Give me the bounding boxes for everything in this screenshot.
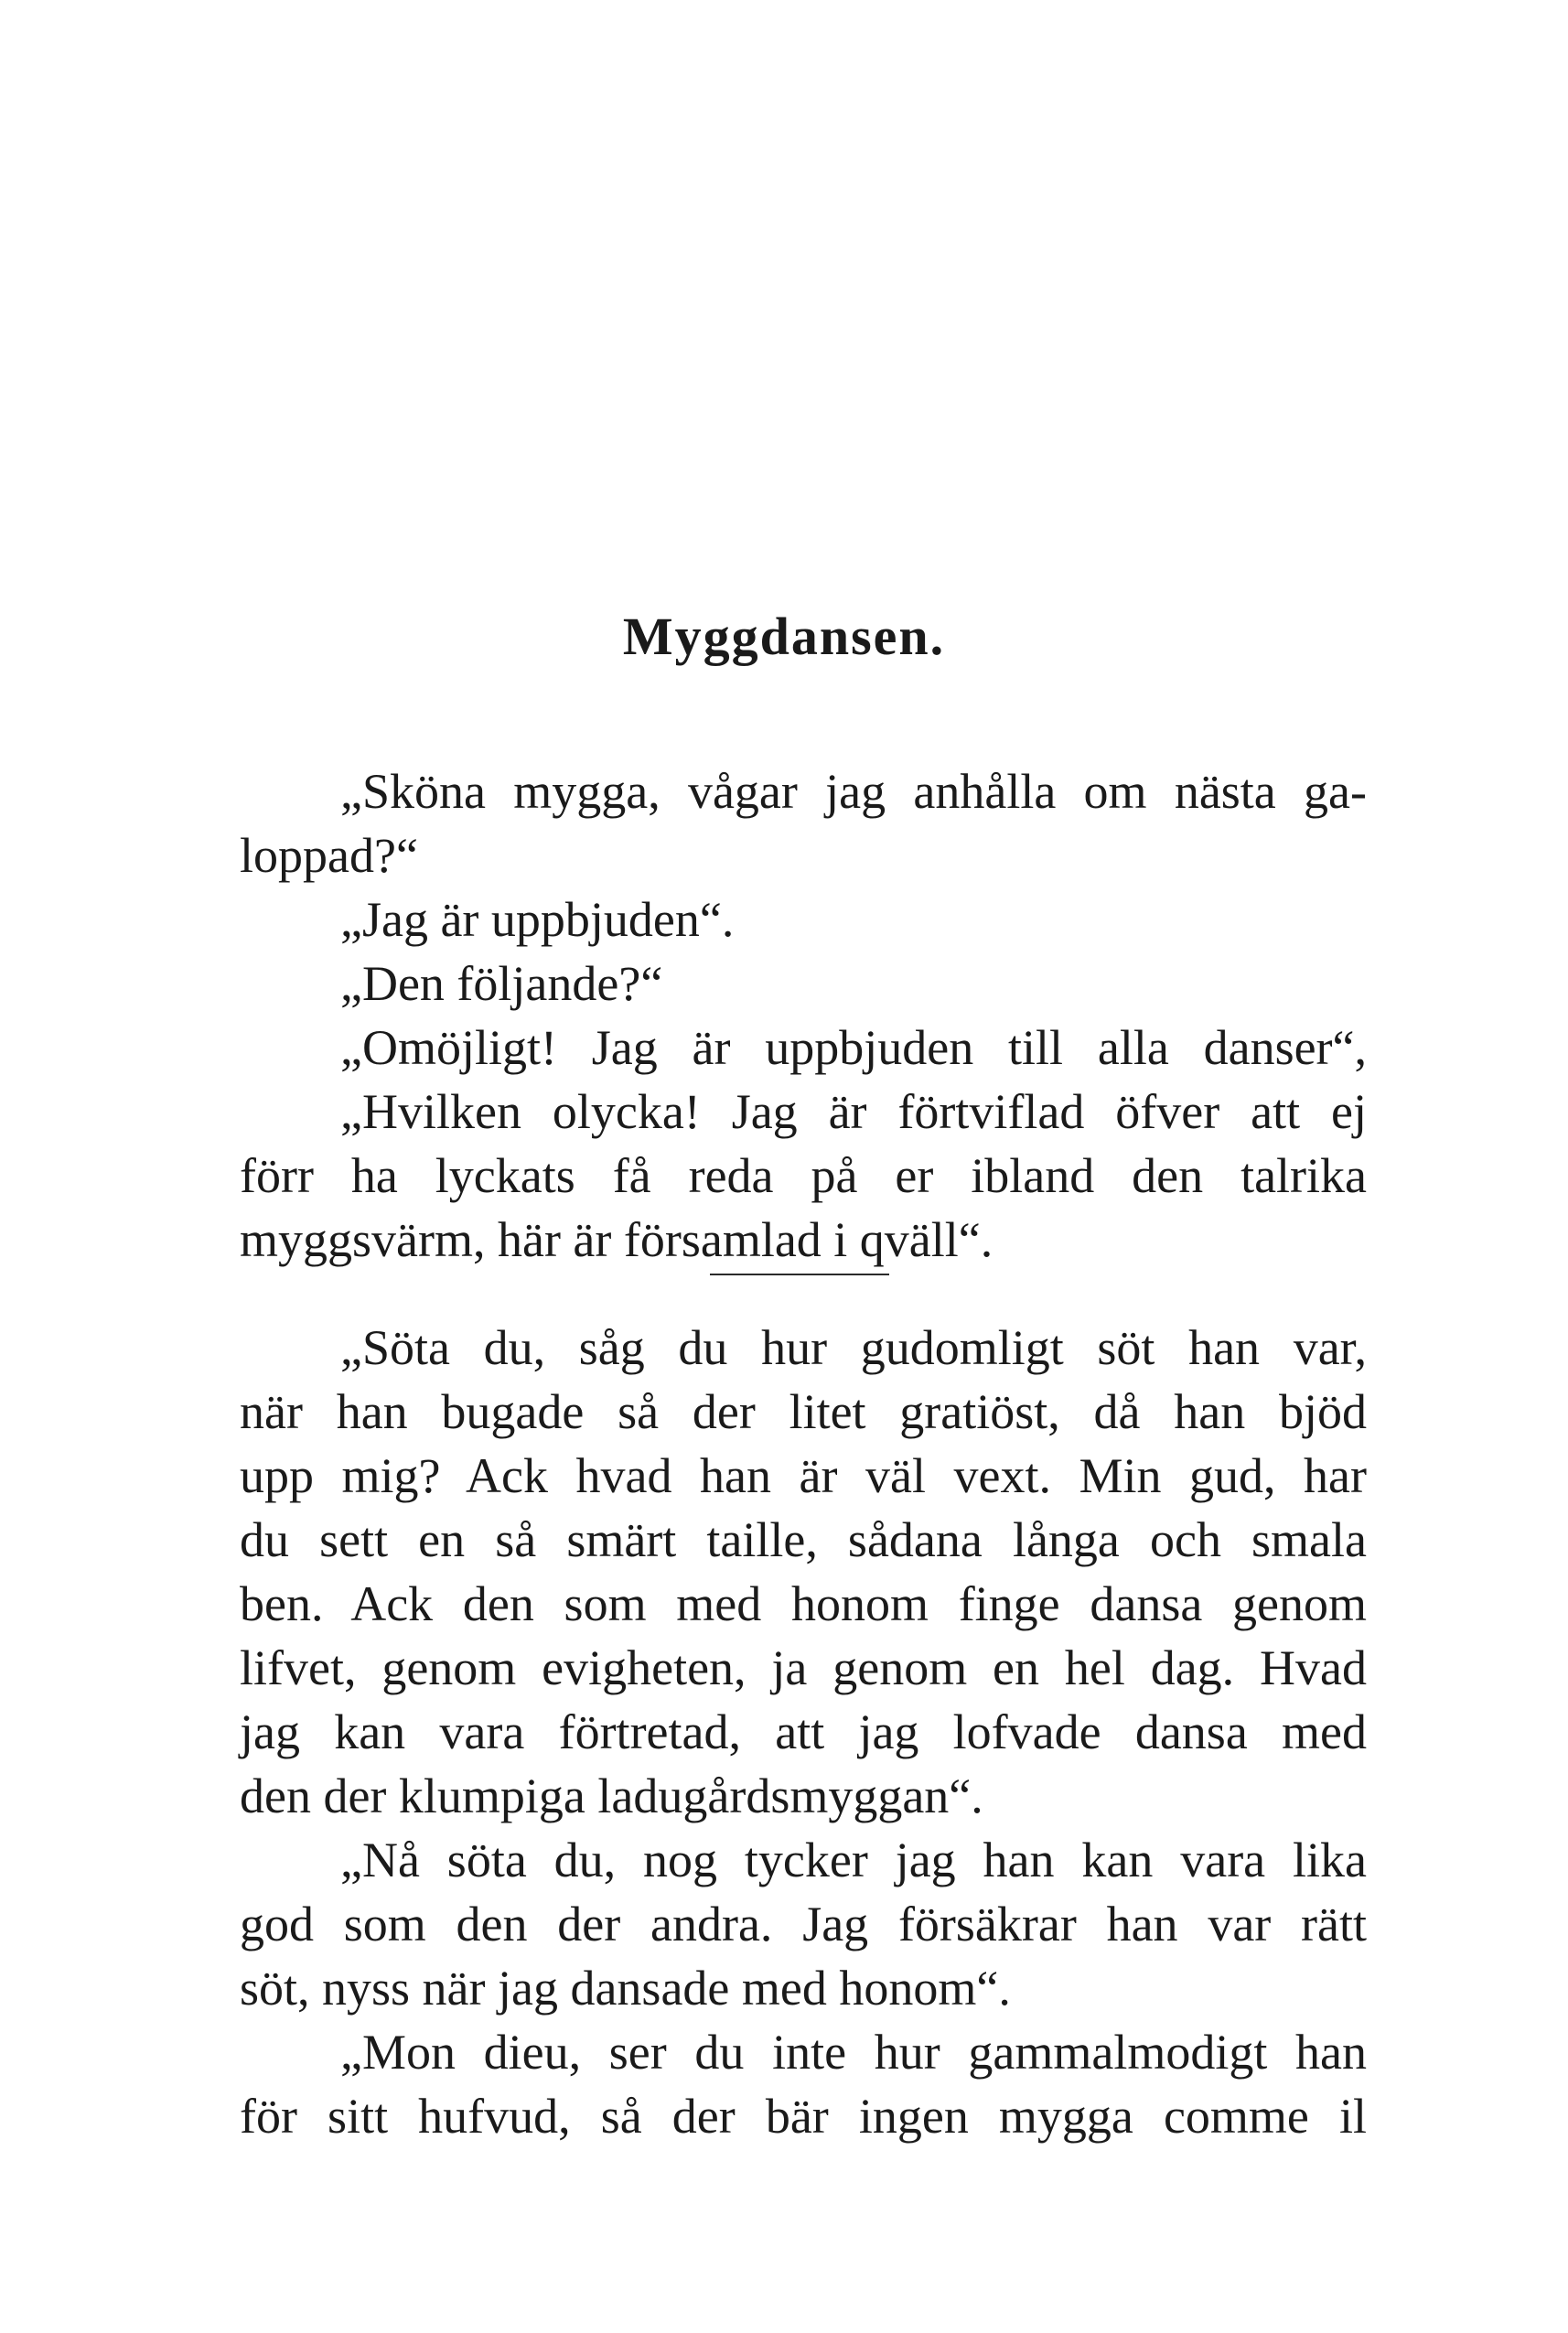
text-line: „Söta du, såg du hur gudomligt söt han var, bbox=[340, 1320, 1367, 1375]
text-line: „Sköna mygga, vågar jag anhålla om nästa ga- bbox=[340, 764, 1367, 819]
text-line: „Jag är uppbjuden“. bbox=[340, 892, 735, 947]
text-line: förr ha lyckats få reda på er ibland den talrika bbox=[240, 1148, 1367, 1203]
text-line: „Den följande?“ bbox=[340, 956, 663, 1011]
text-line: „Mon dieu, ser du inte hur gammalmodigt han bbox=[340, 2025, 1367, 2080]
text-line: lifvet, genom evigheten, ja genom en hel dag. Hvad bbox=[240, 1640, 1367, 1695]
text-line: god som den der andra. Jag försäkrar han var rätt bbox=[240, 1897, 1367, 1951]
chapter-title: Myggdansen. bbox=[622, 607, 946, 666]
text-line: ben. Ack den som med honom finge dansa genom bbox=[240, 1576, 1367, 1631]
text-line: „Hvilken olycka! Jag är förtviflad öfver att ej bbox=[340, 1084, 1367, 1139]
text-line: du sett en så smärt taille, sådana långa och smala bbox=[240, 1512, 1367, 1567]
text-line: för sitt hufvud, så der bär ingen mygga comme il bbox=[240, 2089, 1367, 2144]
text-line: söt, nyss när jag dansade med honom“. bbox=[240, 1961, 1011, 2016]
text-line: myggsvärm, här är församlad i qväll“. bbox=[240, 1212, 993, 1267]
text-line: jag kan vara förtretad, att jag lofvade dansa med bbox=[240, 1704, 1367, 1759]
text-line: den der klumpiga ladugårdsmyggan“. bbox=[240, 1769, 983, 1823]
text-line: „Omöjligt! Jag är uppbjuden till alla danser“, bbox=[340, 1020, 1367, 1075]
text-line: upp mig? Ack hvad han är väl vext. Min gud, har bbox=[240, 1448, 1367, 1503]
text-line: loppad?“ bbox=[240, 828, 418, 883]
text-line: när han bugade så der litet gratiöst, då han bjöd bbox=[240, 1384, 1367, 1439]
section-divider bbox=[710, 1274, 889, 1275]
text-line: „Nå söta du, nog tycker jag han kan vara lika bbox=[340, 1833, 1367, 1887]
